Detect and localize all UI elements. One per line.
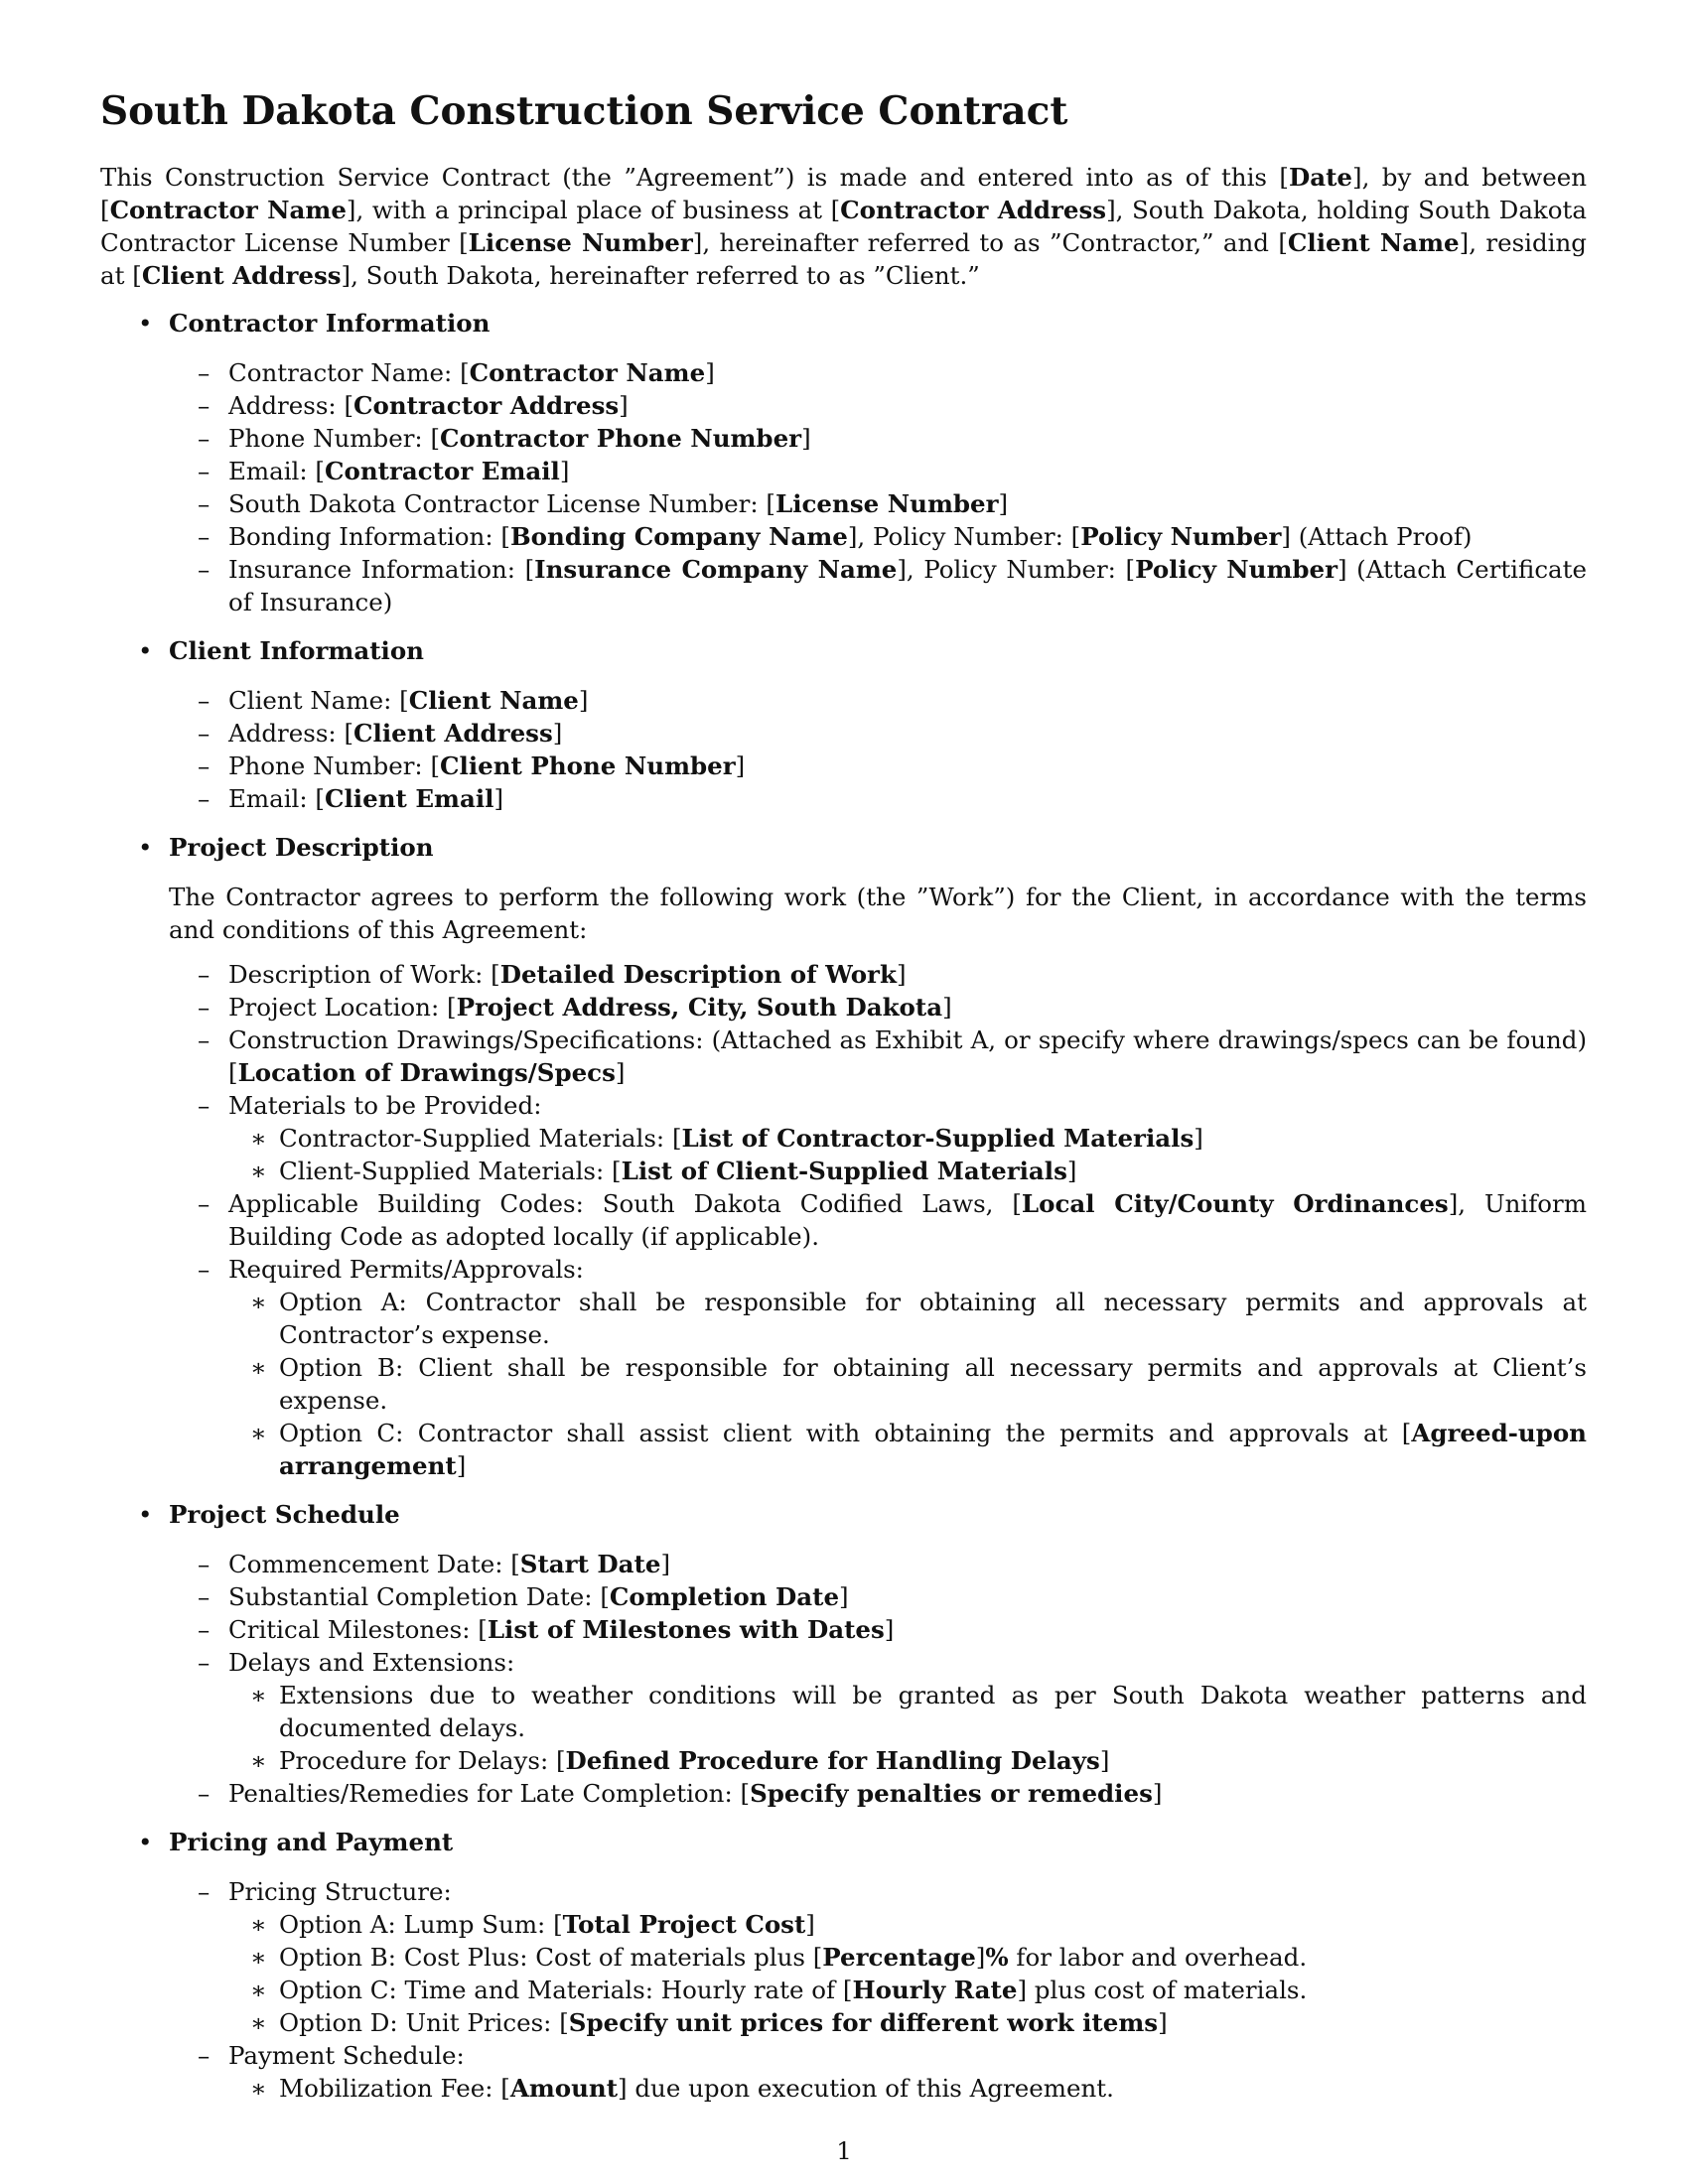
list-item — [100, 1187, 1587, 1253]
text-run: Payment Schedule: — [228, 2041, 465, 2070]
sub-list-item — [228, 1286, 1587, 1351]
dash-icon: – — [198, 522, 211, 551]
dash-icon: – — [198, 555, 211, 584]
text-run: ] (Attach Certificate of Insurance) — [228, 555, 1588, 616]
placeholder-field: Location of Drawings/Specs — [237, 1058, 616, 1087]
text-run: Critical Milestones: [ — [228, 1615, 488, 1644]
item-list — [100, 356, 1587, 618]
intro-paragraph — [100, 161, 1587, 292]
list-item — [100, 750, 1587, 782]
placeholder-field: Date — [1288, 163, 1353, 192]
item-list — [100, 684, 1587, 815]
placeholder-field: Agreed-upon arrangement — [279, 1419, 1587, 1480]
sub-list — [228, 1679, 1587, 1777]
text-run: ], residing at [ — [100, 228, 1587, 290]
section — [100, 1826, 1587, 2105]
text-run: Commencement Date: [ — [228, 1550, 520, 1578]
text-run: ], South Dakota, hereinafter referred to as ”Client.” — [341, 261, 980, 290]
list-item — [100, 684, 1587, 717]
text-run: Applicable Building Codes: South Dakota Codified Laws, [ — [228, 1189, 1022, 1218]
placeholder-field: Contractor Phone Number — [440, 424, 802, 453]
asterisk-icon: ∗ — [250, 2074, 267, 2103]
list-item — [100, 1875, 1587, 2039]
section-paragraph: The Contractor agrees to perform the following work (the ”Work”) for the Client, in accordance with the terms and conditions of this Agreement: — [169, 883, 1587, 944]
text-run: Mobilization Fee: [ — [279, 2074, 510, 2103]
text-run: ], Uniform Building Code as adopted locally (if applicable). — [228, 1189, 1587, 1251]
text-run: ] plus cost of materials. — [1017, 1976, 1308, 2004]
placeholder-field: Bonding Company Name — [509, 522, 848, 551]
placeholder-field: Amount — [509, 2074, 619, 2103]
asterisk-icon: ∗ — [250, 1943, 267, 1972]
text-run: ] — [552, 719, 563, 748]
document-title: South Dakota Construction Service Contract — [100, 88, 1068, 134]
placeholder-field: Percentage — [822, 1943, 976, 1972]
list-item — [100, 1580, 1587, 1613]
sub-list-item — [228, 1974, 1587, 2006]
item-list — [100, 1548, 1587, 1810]
text-run: ] — [578, 686, 589, 715]
sub-list-item — [228, 2006, 1587, 2039]
dash-icon: – — [198, 1648, 211, 1677]
list-item — [100, 2039, 1587, 2105]
text-run: Materials to be Provided: — [228, 1091, 542, 1120]
asterisk-icon: ∗ — [250, 1353, 267, 1382]
bullet-icon: • — [138, 1828, 153, 1856]
text-run: Option C: Time and Materials: Hourly rate of [ — [279, 1976, 853, 2004]
dash-icon: – — [198, 751, 211, 780]
section-heading — [100, 307, 1587, 340]
dash-icon: – — [198, 1779, 211, 1808]
text-run: ] — [896, 960, 907, 989]
placeholder-field: Contractor Name — [469, 358, 706, 387]
sub-list-item — [228, 1122, 1587, 1155]
text-run: ] — [735, 751, 746, 780]
asterisk-icon: ∗ — [250, 1157, 267, 1185]
list-item — [100, 1646, 1587, 1777]
section-heading — [100, 634, 1587, 667]
placeholder-field: Insurance Company Name — [534, 555, 898, 584]
list-item — [100, 356, 1587, 389]
text-run: Bonding Information: [ — [228, 522, 510, 551]
text-run: ] — [839, 1582, 849, 1611]
text-run: ] — [998, 489, 1009, 518]
text-run: Contractor-Supplied Materials: [ — [279, 1124, 682, 1153]
dash-icon: – — [198, 1025, 211, 1054]
text-run: ], Policy Number: [ — [847, 522, 1081, 551]
asterisk-icon: ∗ — [250, 2008, 267, 2037]
placeholder-field: Start Date — [519, 1550, 661, 1578]
bullet-icon: • — [138, 833, 153, 862]
placeholder-field: Client Phone Number — [440, 751, 736, 780]
list-item — [100, 422, 1587, 455]
dash-icon: – — [198, 1189, 211, 1218]
sub-list — [228, 1122, 1587, 1187]
text-run: ], hereinafter referred to as ”Contractor,” and [ — [692, 228, 1288, 257]
sub-list-item — [228, 1679, 1587, 1744]
section-heading-text: Client Information — [169, 636, 424, 665]
sub-list-item — [228, 1744, 1587, 1777]
section-heading-text: Project Schedule — [169, 1500, 400, 1529]
placeholder-field: Contractor Address — [840, 196, 1107, 224]
placeholder-field: List of Contractor-Supplied Materials — [681, 1124, 1195, 1153]
sub-list-item — [228, 1155, 1587, 1187]
text-run: Extensions due to weather conditions will be granted as per South Dakota weather patterns and documented delays. — [279, 1681, 1587, 1742]
text-run: ] — [884, 1615, 895, 1644]
dash-icon: – — [198, 391, 211, 420]
text-run: ] — [660, 1550, 671, 1578]
dash-icon: – — [198, 1615, 211, 1644]
text-run: ] — [1152, 1779, 1163, 1808]
text-run: Insurance Information: [ — [228, 555, 535, 584]
asterisk-icon: ∗ — [250, 1681, 267, 1709]
dash-icon: – — [198, 424, 211, 453]
placeholder-field: Specify unit prices for different work items — [568, 2008, 1159, 2037]
section-heading — [100, 831, 1587, 864]
placeholder-field: Policy Number — [1080, 522, 1282, 551]
item-list — [100, 1875, 1587, 2105]
asterisk-icon: ∗ — [250, 1746, 267, 1775]
text-run: ] due upon execution of this Agreement. — [618, 2074, 1114, 2103]
placeholder-field: List of Client-Supplied Materials — [621, 1157, 1067, 1185]
text-run: Option D: Unit Prices: [ — [279, 2008, 569, 2037]
text-run: Procedure for Delays: [ — [279, 1746, 566, 1775]
dash-icon: – — [198, 1582, 211, 1611]
list-item — [100, 1089, 1587, 1187]
list-item — [100, 1777, 1587, 1810]
section — [100, 831, 1587, 1482]
text-run: ] — [975, 1943, 986, 1972]
text-run: ] — [1099, 1746, 1110, 1775]
dash-icon: – — [198, 993, 211, 1022]
text-run: ] — [805, 1910, 815, 1939]
dash-icon: – — [198, 686, 211, 715]
list-item — [100, 389, 1587, 422]
text-run: Contractor Name: [ — [228, 358, 470, 387]
bullet-icon: • — [138, 309, 153, 338]
text-run: ] — [942, 993, 952, 1022]
placeholder-field: % — [985, 1943, 1009, 1972]
text-run: South Dakota Contractor License Number: [ — [228, 489, 775, 518]
bullet-icon: • — [138, 1500, 153, 1529]
item-list — [100, 958, 1587, 1482]
placeholder-field: License Number — [468, 228, 693, 257]
text-run: ] — [493, 784, 504, 813]
list-item — [100, 455, 1587, 487]
dash-icon: – — [198, 489, 211, 518]
text-run: Pricing Structure: — [228, 1877, 452, 1906]
placeholder-field: Detailed Description of Work — [499, 960, 897, 989]
placeholder-field: Contractor Address — [353, 391, 620, 420]
sub-list-item — [228, 1351, 1587, 1417]
placeholder-field: Total Project Cost — [562, 1910, 806, 1939]
dash-icon: – — [198, 1877, 211, 1906]
section-heading — [100, 1826, 1587, 1858]
dash-icon: – — [198, 784, 211, 813]
sub-list-item — [228, 1417, 1587, 1482]
text-run: Client-Supplied Materials: [ — [279, 1157, 622, 1185]
text-run: ] (Attach Proof) — [1281, 522, 1473, 551]
list-item — [100, 717, 1587, 750]
list-item — [100, 958, 1587, 991]
text-run: ], Policy Number: [ — [897, 555, 1136, 584]
asterisk-icon: ∗ — [250, 1910, 267, 1939]
dash-icon: – — [198, 960, 211, 989]
text-run: Option A: Lump Sum: [ — [279, 1910, 563, 1939]
text-run: ] — [1066, 1157, 1077, 1185]
placeholder-field: Specify penalties or remedies — [750, 1779, 1153, 1808]
placeholder-field: Contractor Name — [109, 196, 347, 224]
placeholder-field: Client Email — [325, 784, 494, 813]
text-run: ] — [1194, 1124, 1203, 1153]
list-item — [100, 553, 1587, 618]
placeholder-field: Client Name — [408, 686, 579, 715]
sub-list — [228, 2072, 1587, 2105]
text-run: Penalties/Remedies for Late Completion: [ — [228, 1779, 751, 1808]
text-run: Email: [ — [228, 457, 325, 485]
text-run: Construction Drawings/Specifications: (Attached as Exhibit A, or specify where drawings/specs can be found) [ — [228, 1025, 1587, 1087]
text-run: ], South Dakota, holding South Dakota Contractor License Number [ — [100, 196, 1587, 257]
text-run: Address: [ — [228, 391, 354, 420]
placeholder-field: Client Name — [1287, 228, 1460, 257]
text-run: Option B: Client shall be responsible for obtaining all necessary permits and approvals at Client’s expense. — [279, 1353, 1587, 1415]
list-item — [100, 1613, 1587, 1646]
placeholder-field: Hourly Rate — [852, 1976, 1018, 2004]
bullet-icon: • — [138, 636, 153, 665]
list-item — [100, 487, 1587, 520]
text-run: ] — [615, 1058, 626, 1087]
list-item — [100, 991, 1587, 1024]
text-run: Client Name: [ — [228, 686, 409, 715]
sub-list-item — [228, 1941, 1587, 1974]
text-run: Substantial Completion Date: [ — [228, 1582, 610, 1611]
text-run: ] — [456, 1451, 467, 1480]
list-item — [100, 520, 1587, 553]
text-run: Project Location: [ — [228, 993, 457, 1022]
sub-list-item — [228, 2072, 1587, 2105]
asterisk-icon: ∗ — [250, 1124, 267, 1153]
dash-icon: – — [198, 457, 211, 485]
placeholder-field: Contractor Email — [325, 457, 560, 485]
section-heading-text: Project Description — [169, 833, 434, 862]
placeholder-field: Client Address — [141, 261, 342, 290]
text-run: Option B: Cost Plus: Cost of materials plus [ — [279, 1943, 823, 1972]
text-run: ] — [705, 358, 715, 387]
placeholder-field: Client Address — [353, 719, 553, 748]
text-run: ], by and between [ — [100, 163, 1587, 224]
placeholder-field: Policy Number — [1135, 555, 1338, 584]
section-heading-text: Pricing and Payment — [169, 1828, 454, 1856]
text-run: Phone Number: [ — [228, 424, 441, 453]
sections-list — [100, 307, 1587, 2120]
list-item — [100, 1024, 1587, 1089]
text-run: ] — [1158, 2008, 1168, 2037]
list-item — [100, 1548, 1587, 1580]
section-heading-text: Contractor Information — [169, 309, 491, 338]
dash-icon: – — [198, 2041, 211, 2070]
text-run: Address: [ — [228, 719, 354, 748]
text-run: ] — [619, 391, 629, 420]
dash-icon: – — [198, 719, 211, 748]
text-run: Description of Work: [ — [228, 960, 500, 989]
placeholder-field: Completion Date — [609, 1582, 840, 1611]
list-item — [100, 1253, 1587, 1482]
asterisk-icon: ∗ — [250, 1419, 267, 1447]
text-run: Phone Number: [ — [228, 751, 441, 780]
text-run: ], with a principal place of business at [ — [346, 196, 841, 224]
text-run: This Construction Service Contract (the ”Agreement”) is made and entered into as of this [ — [100, 163, 1289, 192]
dash-icon: – — [198, 1091, 211, 1120]
list-item — [100, 782, 1587, 815]
sub-list — [228, 1908, 1587, 2039]
text-run: for labor and overhead. — [1008, 1943, 1308, 1972]
text-run: Option C: Contractor shall assist client with obtaining the permits and approvals at [ — [279, 1419, 1412, 1447]
section-heading — [100, 1498, 1587, 1531]
text-run: Option A: Contractor shall be responsible for obtaining all necessary permits and approvals at Contractor’s expense. — [279, 1288, 1587, 1349]
placeholder-field: Local City/County Ordinances — [1021, 1189, 1449, 1218]
placeholder-field: License Number — [774, 489, 999, 518]
section — [100, 307, 1587, 618]
dash-icon: – — [198, 358, 211, 387]
text-run: ] — [801, 424, 811, 453]
text-run: Delays and Extensions: — [228, 1648, 515, 1677]
sub-list-item — [228, 1908, 1587, 1941]
sub-list — [228, 1286, 1587, 1482]
section — [100, 634, 1587, 815]
text-run: Email: [ — [228, 784, 325, 813]
placeholder-field: List of Milestones with Dates — [487, 1615, 885, 1644]
dash-icon: – — [198, 1255, 211, 1284]
asterisk-icon: ∗ — [250, 1976, 267, 2004]
dash-icon: – — [198, 1550, 211, 1578]
section — [100, 1498, 1587, 1810]
text-run: Required Permits/Approvals: — [228, 1255, 584, 1284]
page-number: 1 — [836, 2136, 852, 2165]
placeholder-field: Project Address, City, South Dakota — [456, 993, 943, 1022]
asterisk-icon: ∗ — [250, 1288, 267, 1316]
placeholder-field: Defined Procedure for Handling Delays — [565, 1746, 1100, 1775]
text-run: ] — [559, 457, 570, 485]
